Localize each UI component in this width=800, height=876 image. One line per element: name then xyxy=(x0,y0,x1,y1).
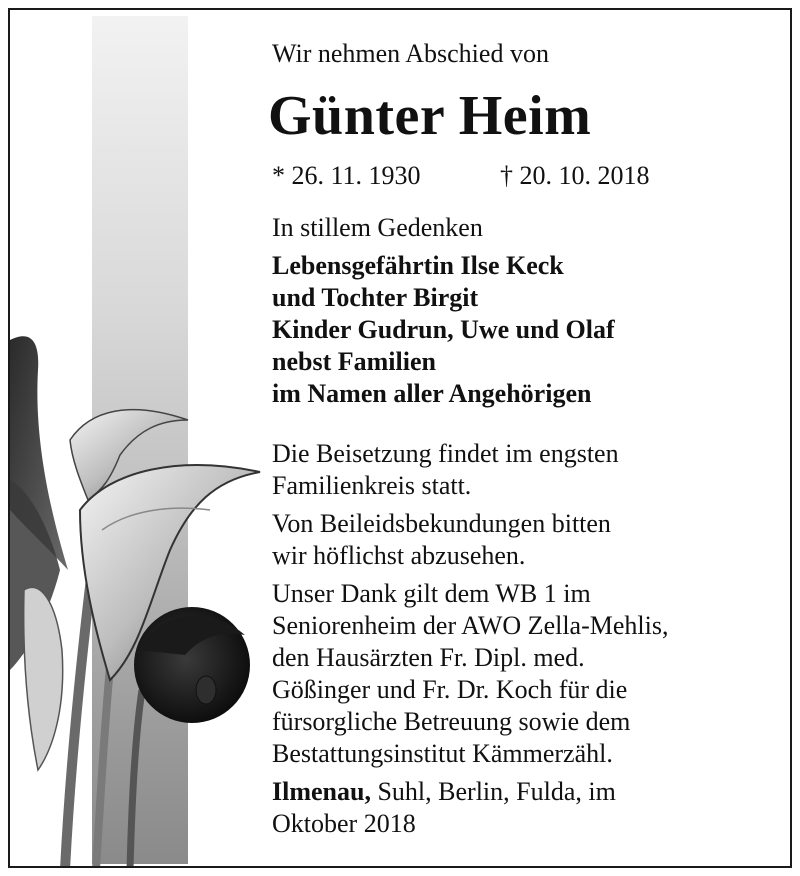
funeral-notice-line: Die Beisetzung findet im engsten xyxy=(272,439,619,468)
mourner-line: im Namen aller Angehörigen xyxy=(272,379,592,408)
mourner-line: Kinder Gudrun, Uwe und Olaf xyxy=(272,315,615,344)
intro-line: Wir nehmen Abschied von xyxy=(272,39,549,68)
mourner-line: Lebensgefährtin Ilse Keck xyxy=(272,251,564,280)
thanks-line: fürsorgliche Betreuung sowie dem xyxy=(272,707,631,736)
place-bold: Ilmenau, xyxy=(272,777,371,806)
thanks-line: Gößinger und Fr. Dr. Koch für die xyxy=(272,675,628,704)
place-line-2: Oktober 2018 xyxy=(272,809,416,838)
obituary-frame xyxy=(8,8,792,868)
obituary-text xyxy=(10,10,792,868)
memorial-line: In stillem Gedenken xyxy=(272,213,483,242)
deceased-name: Günter Heim xyxy=(268,85,592,147)
birth-date: * 26. 11. 1930 xyxy=(272,161,421,190)
condolence-notice-line: Von Beileidsbekundungen bitten xyxy=(272,509,611,538)
thanks-line: Bestattungsinstitut Kämmerzähl. xyxy=(272,739,613,768)
place-rest: Suhl, Berlin, Fulda, im xyxy=(370,777,616,806)
condolence-notice-line: wir höflichst abzusehen. xyxy=(272,541,526,570)
mourner-line: und Tochter Birgit xyxy=(272,283,479,312)
thanks-line: Unser Dank gilt dem WB 1 im xyxy=(272,579,591,608)
mourner-line: nebst Familien xyxy=(272,347,436,376)
death-date: † 20. 10. 2018 xyxy=(500,161,650,190)
funeral-notice-line: Familienkreis statt. xyxy=(272,471,472,500)
thanks-line: Seniorenheim der AWO Zella-Mehlis, xyxy=(272,611,669,640)
place-line xyxy=(272,776,616,808)
thanks-line: den Hausärzten Fr. Dipl. med. xyxy=(272,643,585,672)
